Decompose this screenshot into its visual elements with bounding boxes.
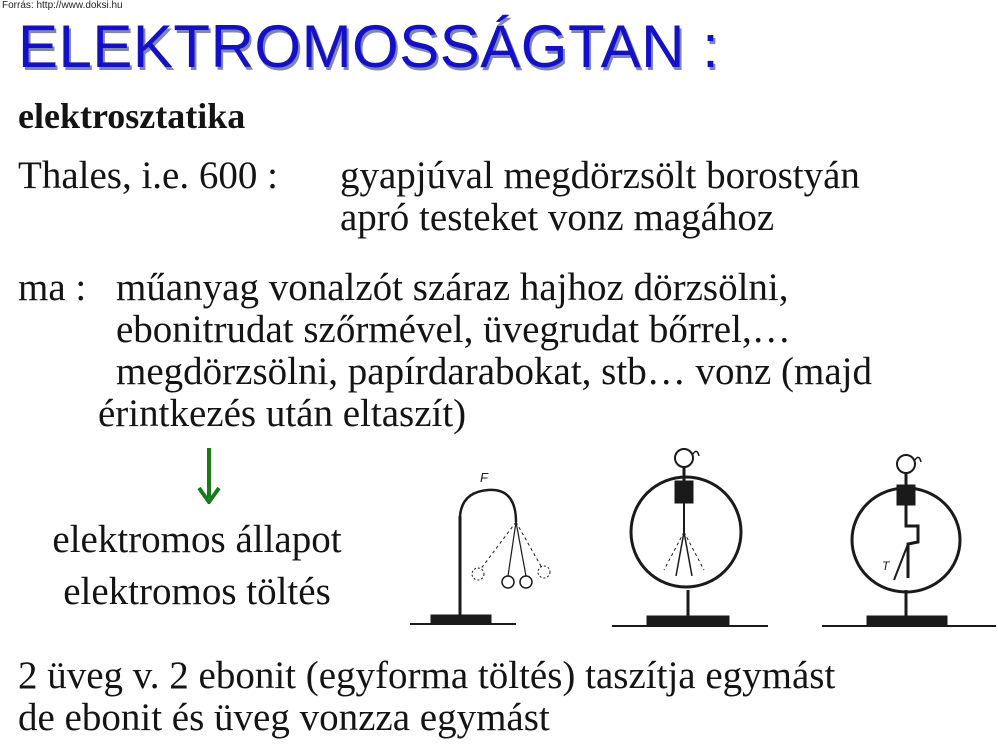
today-line-4: érintkezés után eltaszít) bbox=[98, 392, 467, 435]
electroscope-2-figure bbox=[822, 455, 996, 626]
subtitle: elektrosztatika bbox=[18, 96, 246, 136]
today-label: ma : bbox=[18, 266, 87, 309]
down-arrow-icon bbox=[196, 448, 222, 504]
conclusion-line-1: 2 üveg v. 2 ebonit (egyforma töltés) taszítja egymást bbox=[18, 654, 836, 697]
pendulum-label: F bbox=[480, 470, 488, 485]
source-caption: Forrás: http://www.doksi.hu bbox=[2, 0, 123, 11]
electroscope-1-figure bbox=[612, 449, 768, 626]
electroscope-label: T bbox=[882, 559, 890, 573]
thales-line-2: apró testeket vonz magához bbox=[340, 196, 775, 239]
thales-label: Thales, i.e. 600 : bbox=[18, 154, 278, 197]
conclusion-line-2: de ebonit és üveg vonzza egymást bbox=[18, 696, 550, 739]
thales-line-1: gyapjúval megdörzsölt borostyán bbox=[340, 154, 860, 197]
result-line-1: elektromos állapot bbox=[52, 518, 342, 561]
today-line-3: megdörzsölni, papírdarabokat, stb… vonz (majd bbox=[116, 350, 872, 393]
electroscope-figures bbox=[408, 444, 998, 644]
pendulum-figure bbox=[410, 490, 550, 624]
result-line-2: elektromos töltés bbox=[63, 570, 331, 613]
today-line-2: ebonitrudat szőrmével, üvegrudat bőrrel,… bbox=[116, 308, 791, 351]
page-title: ELEKTROMOSSÁGTAN : bbox=[18, 13, 720, 80]
today-line-1: műanyag vonalzót száraz hajhoz dörzsölni, bbox=[116, 266, 789, 309]
